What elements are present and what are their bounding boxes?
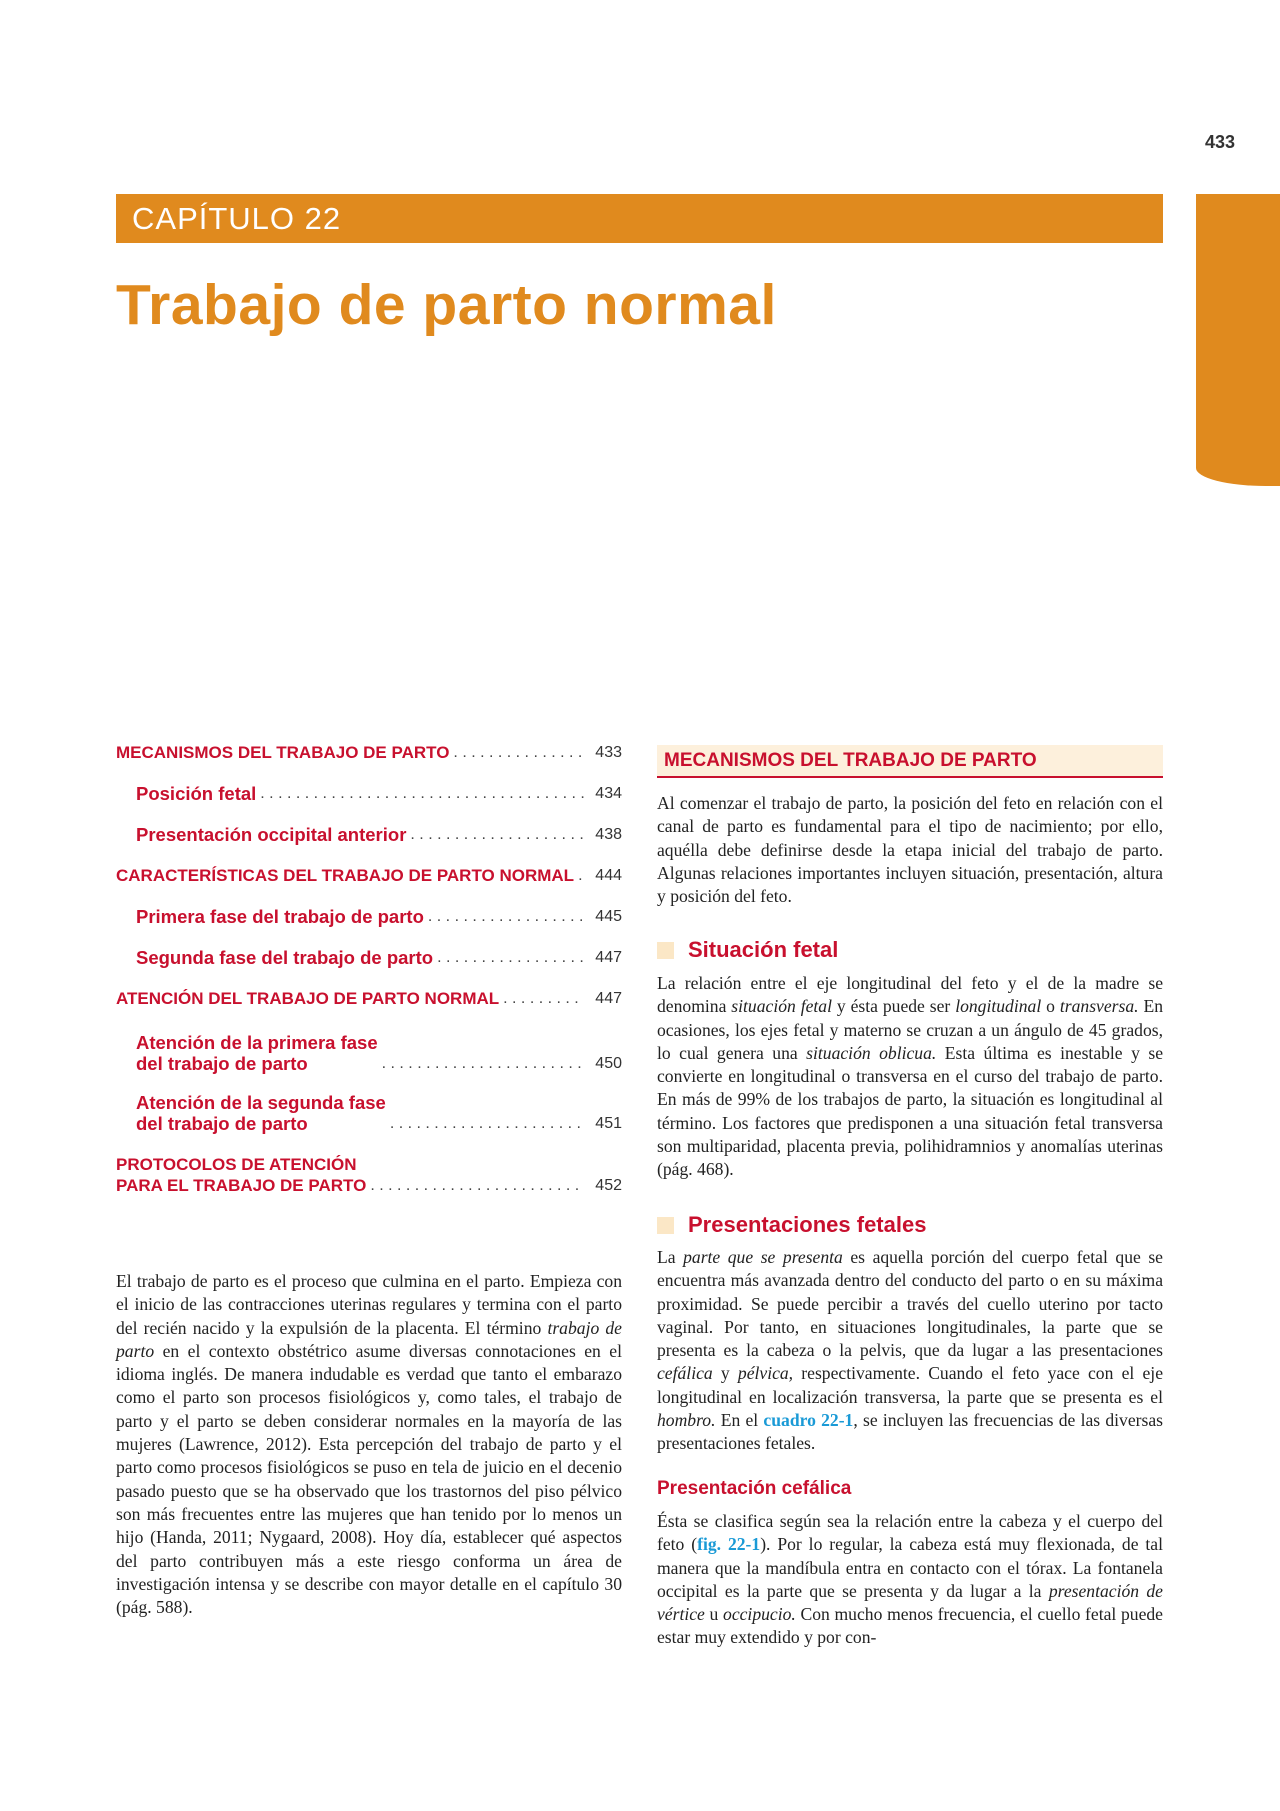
text-run: en el contexto obstétrico asume diversas connotaciones en el idioma inglés. De manera indudable es verdad que tanto el embarazo como el parto son procesos fisiológicos y, como tales, el trabajo de parto y el parto se deben considerar normales en la mayoría de las mujeres (Lawrence, 2012). Esta percepción del trabajo de parto y el parto como procesos fisiológicos se puso en tela de juicio en el decenio pasado puesto que se ha observado que los trastornos del piso pélvico son más frecuentes entre las mujeres que han tenido por lo menos un hijo (Handa, 2011; Nygaard, 2008). Hoy día, establecer qué aspectos del parto contribuyen más a este riesgo conforma un área de investigación intensa y se describe con mayor detalle en el capítulo 30 (pág. 588).: [116, 1340, 622, 1618]
page-number: 433: [1204, 132, 1235, 152]
toc-entry[interactable]: [116, 1092, 622, 1134]
toc-entry[interactable]: [116, 988, 622, 1009]
toc-entry-label-line2: del trabajo de parto: [136, 1053, 308, 1074]
text-run: , se incluyen las frecuencias de las diversas presentaciones fetales.: [657, 1410, 1163, 1454]
toc-entry-page: 444: [595, 867, 622, 884]
italic-term: longitudinal: [955, 996, 1042, 1017]
toc-leader-dots: [260, 783, 584, 804]
italic-term: situación oblicua.: [806, 1042, 937, 1063]
toc-entry-page: 451: [595, 1115, 622, 1132]
toc-entry-label: [116, 1154, 366, 1196]
toc-entry-page: 438: [595, 826, 622, 843]
italic-term: cefálica: [657, 1363, 713, 1384]
toc-entry[interactable]: [116, 1154, 622, 1196]
text-run: o: [1041, 996, 1060, 1017]
text-run: ). Por lo regular, la cabeza está muy flexionada, de tal manera que la mandíbula entra en contacto con el tórax. La fontanela occipital es la parte que se presenta y da lugar a la: [657, 1534, 1163, 1601]
toc-entry-label-line1: Atención de la segunda fase: [136, 1092, 386, 1113]
heading-square-marker: [657, 942, 674, 959]
toc-leader-dots: [428, 906, 584, 927]
italic-term: trabajo de parto: [116, 1317, 622, 1361]
toc-entry-label: Presentación occipital anterior: [136, 824, 407, 845]
cuadro-22-1-link[interactable]: cuadro 22-1: [763, 1410, 854, 1431]
toc-leader-dots: [410, 824, 584, 845]
text-run: u: [704, 1604, 724, 1625]
toc-leader-dots: [390, 1113, 584, 1134]
chapter-title: Trabajo de parto normal: [116, 273, 777, 337]
toc-entry[interactable]: [116, 906, 622, 927]
text-run: La relación entre el eje longitudinal del feto y el de la madre se denomina: [657, 973, 1163, 1017]
toc-entry-label: CARACTERÍSTICAS DEL TRABAJO DE PARTO NORMAL: [116, 866, 575, 885]
situacion-fetal-paragraph: [657, 972, 1163, 1182]
text-run: Ésta se clasifica según sea la relación entre la cabeza y el cuerpo del feto (: [657, 1511, 1163, 1555]
toc-entry[interactable]: [116, 824, 622, 845]
toc-leader-dots: [503, 988, 584, 1009]
section-heading-bar: [657, 745, 1163, 778]
chapter-side-tab: [1196, 194, 1280, 486]
toc-entry-page: 434: [595, 785, 622, 802]
text-run: Con mucho menos frecuencia, el cuello fetal puede estar muy extendido y por con-: [657, 1604, 1163, 1648]
toc-entry-page: 447: [595, 949, 622, 966]
subheading-presentaciones-fetales: [657, 1212, 926, 1238]
toc-entry-page: 450: [595, 1055, 622, 1072]
toc-entry-page: 447: [595, 990, 622, 1007]
italic-term: parte que se presenta: [683, 1247, 843, 1267]
toc-entry-page: 433: [595, 744, 622, 761]
toc-entry-label: Posición fetal: [136, 783, 257, 804]
subheading-situacion-fetal: [657, 937, 838, 963]
chapter-label: CAPÍTULO 22: [132, 201, 342, 236]
heading-square-marker: [657, 1217, 674, 1234]
italic-term: hombro.: [657, 1410, 716, 1431]
subheading-presentacion-cefalica: Presentación cefálica: [657, 1478, 852, 1499]
cefalica-paragraph: [657, 1510, 1163, 1650]
text-run: Esta última es inestable y se convierte en longitudinal o transversa en el curso del trabajo de parto. En más de 99% de los trabajos de parto, la situación es longitudinal al término. Los factores que predisponen a una situación fetal transversa son multiparidad, placenta previa, polihidramnios y anomalías uterinas (pág. 468).: [657, 1042, 1164, 1180]
toc-entry-label-line2: del trabajo de parto: [136, 1113, 308, 1134]
presentaciones-paragraph: [657, 1246, 1163, 1456]
text-run: En ocasiones, los ejes fetal y materno se cruzan a un ángulo de 45 grados, lo cual genera una: [657, 996, 1163, 1063]
toc-entry[interactable]: [116, 865, 622, 886]
toc-entry-page: 452: [595, 1177, 622, 1194]
italic-term: pélvica,: [737, 1363, 794, 1384]
intro-paragraph: [116, 1270, 622, 1619]
toc-entry[interactable]: [116, 1032, 622, 1074]
toc-leader-dots: [382, 1053, 584, 1074]
toc-entry-label: ATENCIÓN DEL TRABAJO DE PARTO NORMAL: [116, 989, 500, 1008]
toc-entry-label-line2: PARA EL TRABAJO DE PARTO: [116, 1176, 367, 1195]
toc-entry[interactable]: [116, 783, 622, 804]
toc-entry-label: Primera fase del trabajo de parto: [136, 906, 424, 927]
toc-entry[interactable]: [116, 742, 622, 763]
toc-leader-dots: [370, 1175, 584, 1196]
section-heading: MECANISMOS DEL TRABAJO DE PARTO: [664, 750, 1037, 771]
section-paragraph: Al comenzar el trabajo de parto, la posición del feto en relación con el canal de parto es fundamental para el tipo de nacimiento; por ello, aquélla debe definirse desde la etapa inicial del trabajo de parto. Algunas relaciones importantes incluyen situación, presentación, altura y posición del feto.: [657, 793, 1163, 907]
toc-entry-label-line1: Atención de la primera fase: [136, 1032, 378, 1053]
toc-entry[interactable]: [116, 947, 622, 968]
subheading-text: Situación fetal: [688, 937, 839, 962]
toc-entry-label: MECANISMOS DEL TRABAJO DE PARTO: [116, 743, 450, 762]
text-run: En el: [715, 1410, 764, 1431]
toc-entry-label-line1: PROTOCOLOS DE ATENCIÓN: [116, 1155, 357, 1174]
italic-term: presentación de vértice: [657, 1580, 1163, 1625]
italic-term: occipucio.: [723, 1604, 796, 1625]
toc-leader-dots: [437, 947, 584, 968]
toc-entry-label: Segunda fase del trabajo de parto: [136, 947, 434, 968]
text-run: La: [657, 1247, 684, 1267]
subheading-text: Presentaciones fetales: [688, 1212, 927, 1237]
italic-term: transversa.: [1059, 996, 1139, 1017]
toc-leader-dots: [453, 742, 584, 763]
chapter-bar: [116, 194, 1163, 243]
text-run: respectivamente. Cuando el feto yace con el eje longitudinal en localización transversa, la parte que se presenta es el: [657, 1363, 1164, 1407]
toc-entry-label: [136, 1032, 378, 1074]
text-run: y: [712, 1363, 738, 1384]
italic-term: situación fetal: [731, 996, 832, 1017]
toc-entry-label: [136, 1092, 386, 1134]
text-run: El trabajo de parto es el proceso que culmina en el parto. Empieza con el inicio de las contracciones uterinas regulares y termina con el parto del recién nacido y la expulsión de la placenta. El término: [116, 1271, 622, 1338]
fig-22-1-link[interactable]: fig. 22-1: [697, 1534, 761, 1555]
text-run: es aquella porción del cuerpo fetal que se encuentra más avanzada dentro del conducto del parto o en su máxima proximidad. Se puede percibir a través del cuello uterino por tacto vaginal. Por tanto, en situaciones longitudinales, la parte que se presenta es la cabeza o la pelvis, que da lugar a las presentaciones: [657, 1247, 1163, 1361]
toc-leader-dots: [578, 865, 584, 886]
text-run: y ésta puede ser: [831, 996, 956, 1017]
toc-entry-page: 445: [595, 908, 622, 925]
